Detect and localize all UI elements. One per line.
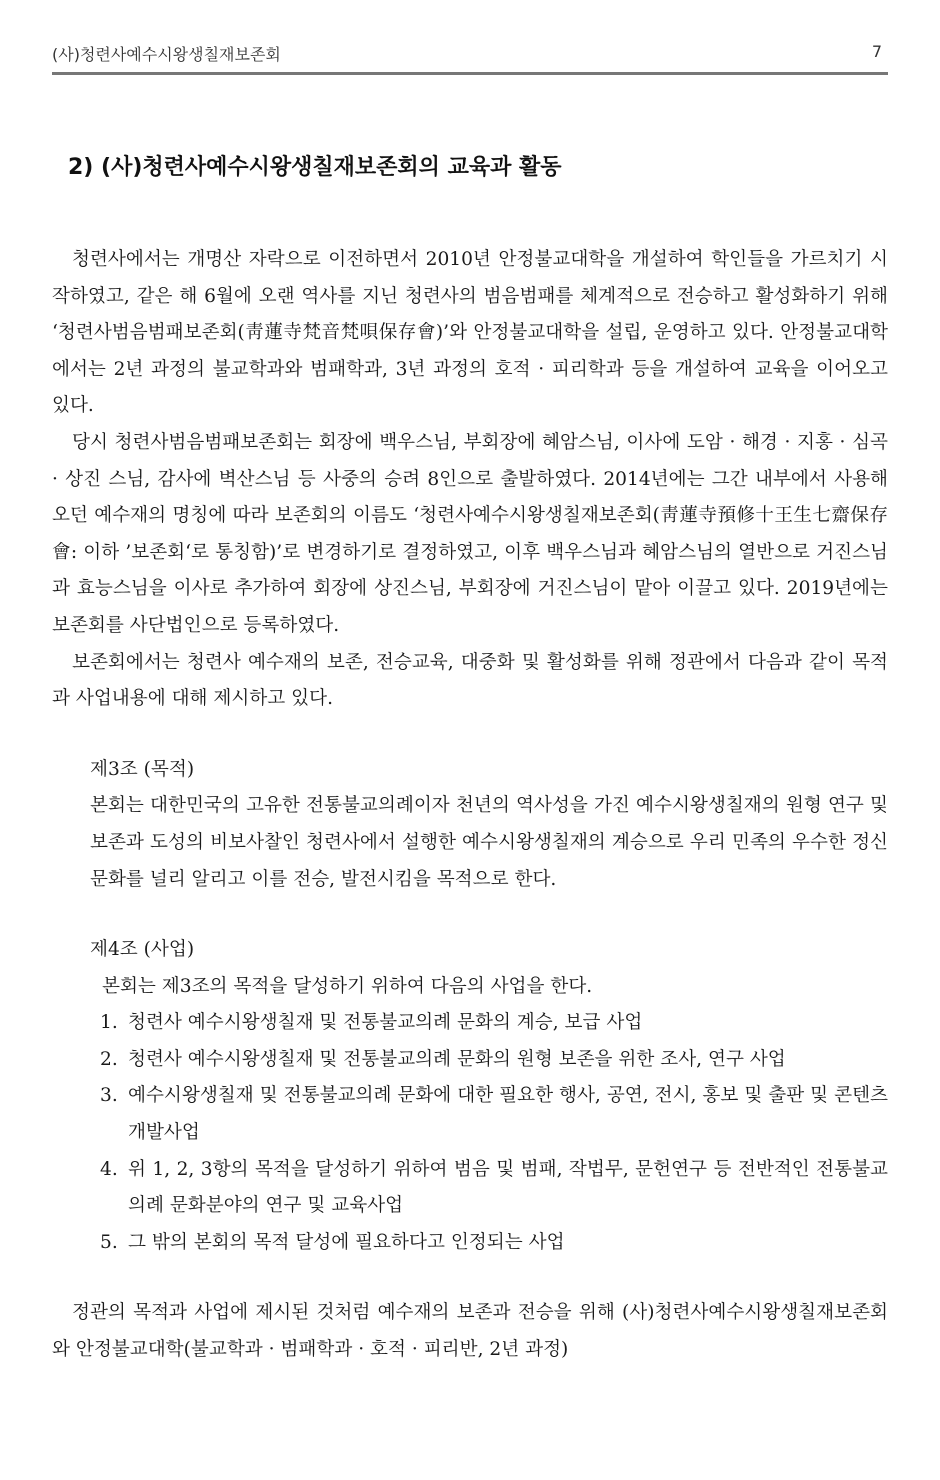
paragraph-3: 보존회에서는 청련사 예수재의 보존, 전승교육, 대중화 및 활성화를 위해 정관에서 다음과 같이 목적과 사업내용에 대해 제시하고 있다. (52, 651, 888, 710)
list-item-number: 3. (100, 1085, 118, 1107)
article-3-body: 본회는 대한민국의 고유한 전통불교의례이자 천년의 역사성을 가진 예수시왕생칠재의 원형 연구 및 보존과 도성의 비보사찰인 청련사에서 설행한 예수시왕생칠재의 계승으로 우리 민족의 우수한 정신문화를 널리 알리고 이를 전승, 발전시킴을 목적으로 한다. (90, 795, 888, 890)
article-3-title: 제3조 (목적) (90, 758, 195, 780)
list-item (90, 1225, 888, 1262)
page-number: 7 (871, 42, 882, 61)
list-item (90, 1152, 888, 1225)
body-text (52, 242, 888, 1369)
header-org-name: (사)청련사예수시왕생칠재보존회 (52, 45, 281, 64)
article-4-list (90, 1005, 888, 1261)
article-4-intro: 본회는 제3조의 목적을 달성하기 위하여 다음의 사업을 한다. (102, 975, 593, 997)
list-item (90, 1042, 888, 1079)
list-item-text: 예수시왕생칠재 및 전통불교의례 문화에 대한 필요한 행사, 공연, 전시, 홍보 및 출판 및 콘텐츠 개발사업 (128, 1085, 888, 1144)
section-title: 2) (사)청련사예수시왕생칠재보존회의 교육과 활동 (68, 155, 562, 180)
list-item-number: 1. (100, 1012, 118, 1034)
list-item-number: 5. (100, 1231, 118, 1253)
article-4-title: 제4조 (사업) (90, 939, 195, 961)
list-item-text: 청련사 예수시왕생칠재 및 전통불교의례 문화의 계승, 보급 사업 (128, 1012, 643, 1034)
list-item (90, 1005, 888, 1042)
list-item-text: 청련사 예수시왕생칠재 및 전통불교의례 문화의 원형 보존을 위한 조사, 연구 사업 (128, 1048, 786, 1070)
closing-paragraph: 정관의 목적과 사업에 제시된 것처럼 예수재의 보존과 전승을 위해 (사)청련사예수시왕생칠재보존회와 안정불교대학(불교학과 · 범패학과 · 호적 · 피리반, 2년 과정) (52, 1302, 888, 1361)
list-item-number: 2. (100, 1048, 118, 1070)
list-item-text: 그 밖의 본회의 목적 달성에 필요하다고 인정되는 사업 (128, 1231, 565, 1253)
paragraph-2: 당시 청련사범음범패보존회는 회장에 백우스님, 부회장에 혜암스님, 이사에 도암 · 해경 · 지홍 · 심곡 · 상진 스님, 감사에 벽산스님 등 사중의 승려 8인으로 출발하였다. 2014년에는 그간 내부에서 사용해오던 예수재의 명칭에 따라 보존회의 이름도 ‘청련사예수시왕생칠재보존회(靑蓮寺預修十王生七齋保存會: 이하 ’보존회‘로 통칭함)’로 변경하기로 결정하였고, 이후 백우스님과 혜암스님의 열반으로 거진스님과 효능스님을 이사로 추가하여 회장에 상진스님, 부회장에 거진스님이 맡아 이끌고 있다. 2019년에는 보존회를 사단법인으로 등록하였다. (52, 431, 888, 636)
paragraph-1: 청련사에서는 개명산 자락으로 이전하면서 2010년 안정불교대학을 개설하여 학인들을 가르치기 시작하였고, 같은 해 6월에 오랜 역사를 지닌 청련사의 범음범패를 체계적으로 전승하고 활성화하기 위해 ‘청련사범음범패보존회(靑蓮寺梵音梵唄保存會)’와 안정불교대학을 설립, 운영하고 있다. 안정불교대학에서는 2년 과정의 불교학과와 범패학과, 3년 과정의 호적 · 피리학과 등을 개설하여 교육을 이어오고 있다. (52, 249, 888, 417)
list-item-text: 위 1, 2, 3항의 목적을 달성하기 위하여 범음 및 범패, 작법무, 문헌연구 등 전반적인 전통불교의례 문화분야의 연구 및 교육사업 (128, 1158, 888, 1217)
article-4 (52, 932, 888, 1261)
article-3 (52, 752, 888, 898)
running-header (52, 38, 888, 75)
list-item (90, 1078, 888, 1151)
list-item-number: 4. (100, 1158, 118, 1180)
